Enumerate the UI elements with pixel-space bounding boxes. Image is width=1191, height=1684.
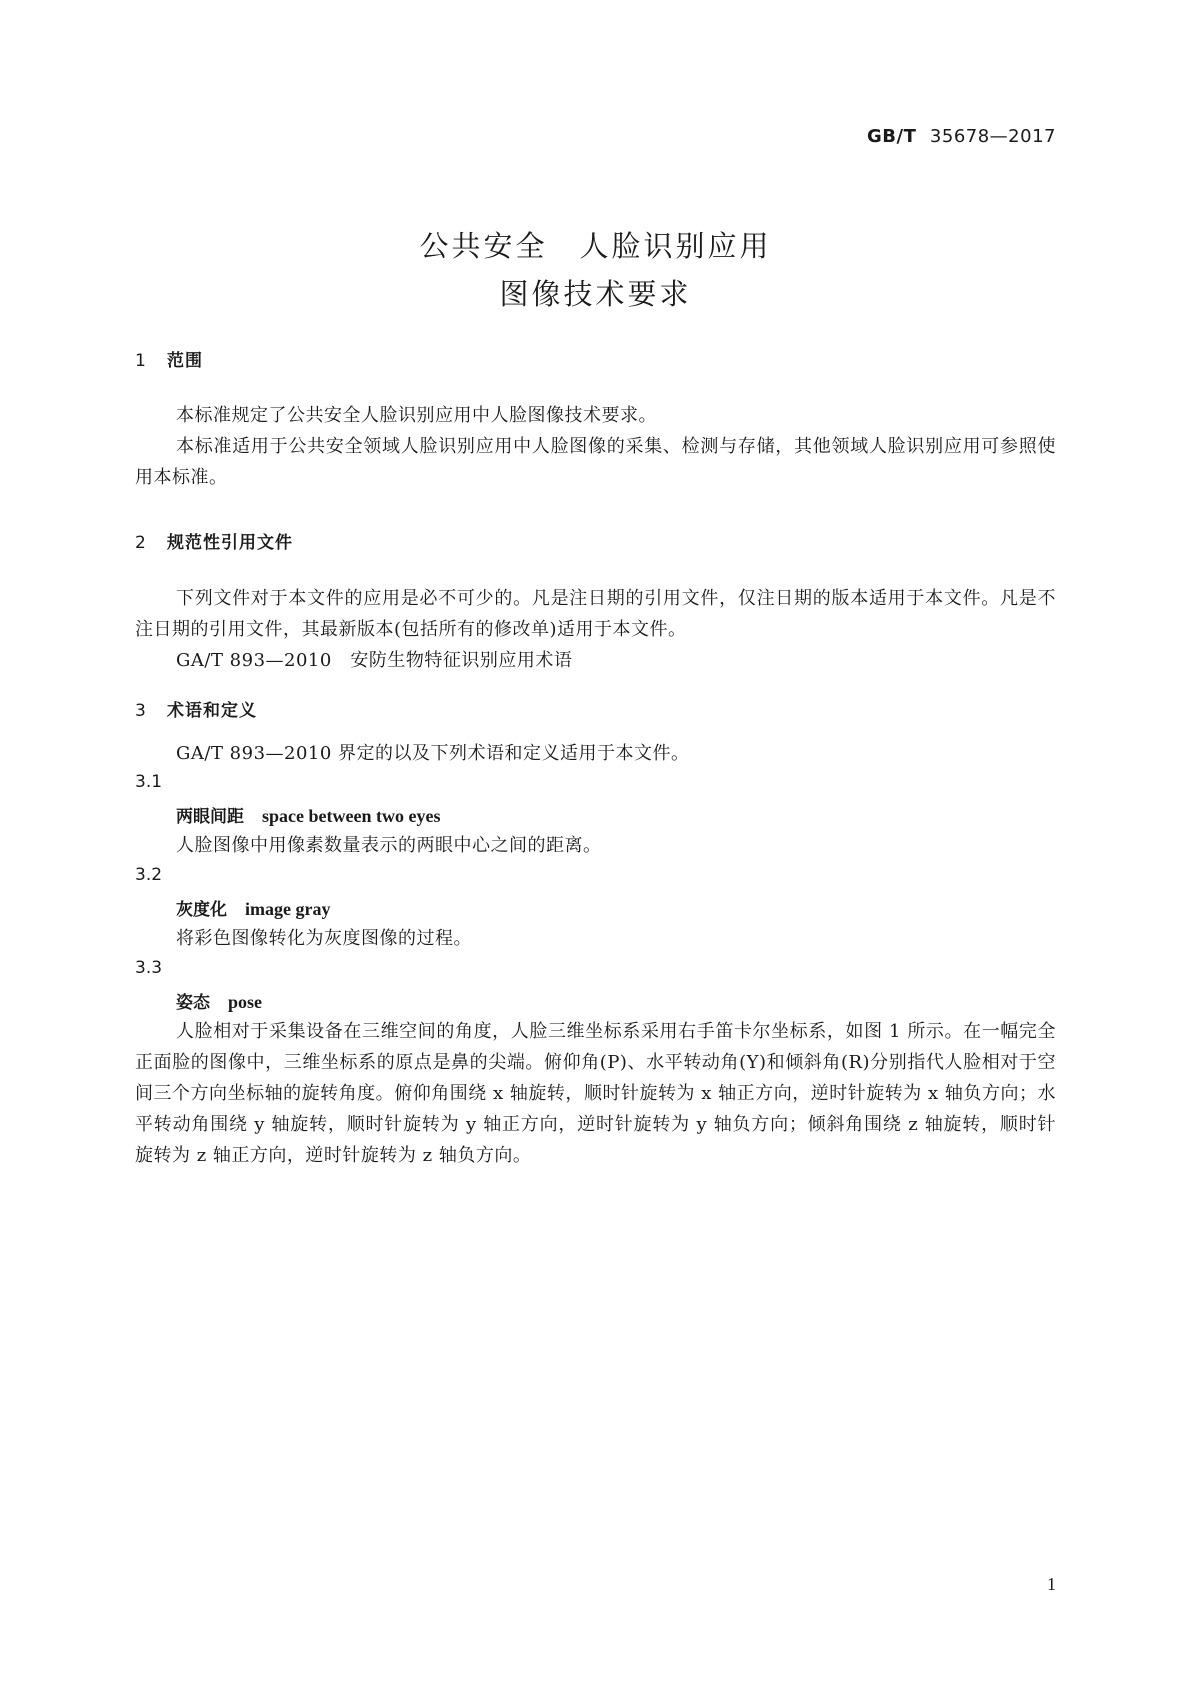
section-number: 3 [135, 701, 147, 721]
term-definition: 人脸图像中用像素数量表示的两眼中心之间的距离。 [176, 835, 602, 856]
term-number: 3.2 [135, 865, 163, 885]
section-2-heading [135, 528, 293, 553]
standard-code [867, 126, 1056, 147]
section-1-heading [135, 346, 203, 371]
section-title: 规范性引用文件 [167, 533, 293, 553]
term-en: image gray [245, 899, 331, 919]
page-number: 1 [1047, 1574, 1056, 1594]
term-entry [176, 802, 440, 827]
term-entry [176, 895, 330, 920]
term-zh: 灰度化 [176, 900, 227, 920]
term-zh: 姿态 [176, 993, 210, 1013]
term-definition: 人脸相对于采集设备在三维空间的角度，人脸三维坐标系采用右手笛卡尔坐标系，如图 1 所示。在一幅完全正面脸的图像中，三维坐标系的原点是鼻的尖端。俯仰角(P)、水平转动角(Y)和倾斜角(R)分别指代人脸相对于空间三个方向坐标轴的旋转角度。俯仰角围绕 x 轴旋转，顺时针旋转为 x 轴正方向，逆时针旋转为 x 轴负方向；水平转动角围绕 y 轴旋转，顺时针旋转为 y 轴正方向，逆时针旋转为 y 轴负方向；倾斜角围绕 z 轴旋转，顺时针旋转为 z 轴正方向，逆时针旋转为 z 轴负方向。 [135, 1021, 1056, 1166]
scope-paragraph-1: 本标准规定了公共安全人脸识别应用中人脸图像技术要求。 [176, 405, 657, 426]
term-en: space between two eyes [262, 806, 441, 826]
term-number: 3.3 [135, 958, 163, 978]
standard-number: 35678—2017 [929, 126, 1056, 147]
term-definition: 将彩色图像转化为灰度图像的过程。 [176, 928, 472, 949]
title-line-2: 图像技术要求 [499, 277, 692, 311]
scope-paragraph-2: 本标准适用于公共安全领域人脸识别应用中人脸图像的采集、检测与存储，其他领域人脸识别应用可参照使用本标准。 [135, 436, 1056, 488]
section-number: 2 [135, 533, 147, 553]
terms-intro: GA/T 893—2010 界定的以及下列术语和定义适用于本文件。 [176, 743, 690, 764]
standard-prefix: GB/T [867, 126, 917, 147]
section-title: 范围 [167, 351, 203, 371]
normative-paragraph: 下列文件对于本文件的应用是必不可少的。凡是注日期的引用文件，仅注日期的版本适用于本文件。凡是不注日期的引用文件，其最新版本(包括所有的修改单)适用于本文件。 [135, 588, 1056, 640]
section-3-heading [135, 696, 257, 721]
normative-reference: GA/T 893—2010 安防生物特征识别应用术语 [176, 650, 573, 671]
term-number: 3.1 [135, 772, 163, 792]
term-entry [176, 988, 262, 1013]
term-zh: 两眼间距 [176, 807, 244, 827]
title-line-1: 公共安全 人脸识别应用 [419, 229, 772, 263]
section-title: 术语和定义 [167, 701, 257, 721]
section-number: 1 [135, 351, 147, 371]
term-en: pose [228, 992, 263, 1012]
document-title [0, 222, 1191, 318]
